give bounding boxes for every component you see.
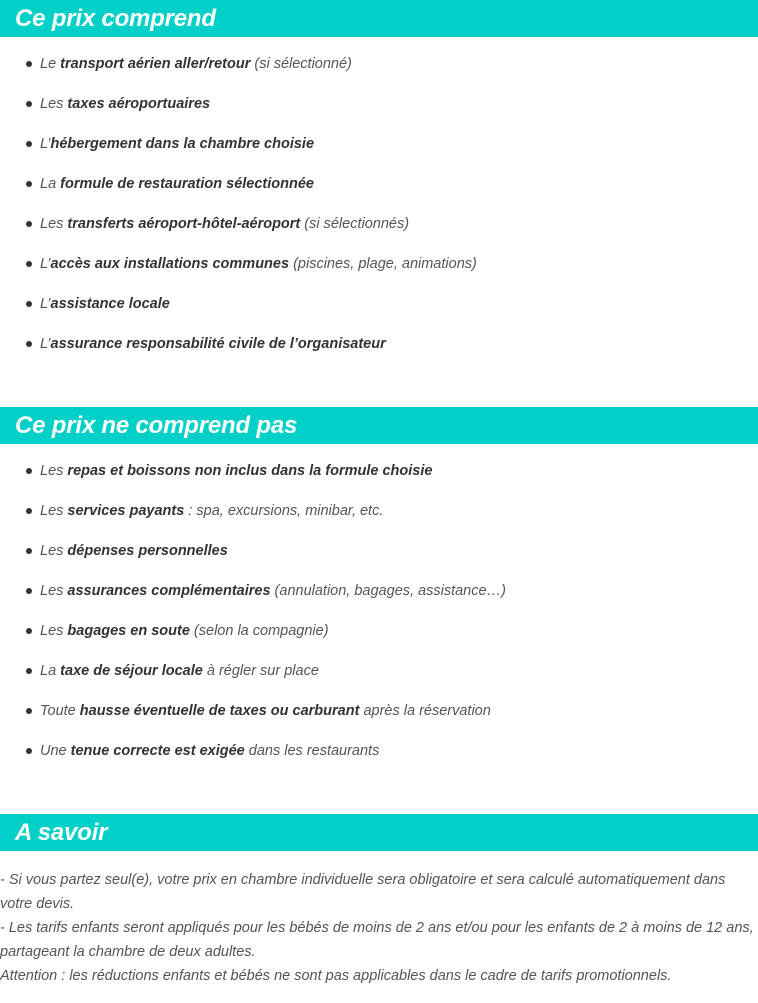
list-item-bold: hébergement dans la chambre choisie bbox=[50, 136, 315, 152]
list-item bbox=[0, 691, 758, 731]
list-item-pre: Les bbox=[40, 216, 68, 232]
notes-header bbox=[0, 814, 758, 851]
list-item bbox=[0, 84, 758, 124]
list-item-bold: formule de restauration sélectionnée bbox=[60, 176, 314, 192]
list-item-bold: repas et boissons non inclus dans la formule choisie bbox=[67, 463, 433, 479]
list-item-pre: L’ bbox=[40, 336, 51, 352]
list-item-bold: services payants bbox=[67, 503, 185, 519]
excluded-section bbox=[0, 407, 758, 771]
list-item bbox=[0, 284, 758, 324]
included-header bbox=[0, 0, 758, 37]
list-item-post: (annulation, bagages, assistance…) bbox=[270, 583, 506, 599]
list-item bbox=[0, 44, 758, 84]
list-item-pre: L’ bbox=[40, 136, 51, 152]
list-item-pre: Les bbox=[40, 543, 68, 559]
list-item bbox=[0, 324, 758, 364]
list-item-pre: L’ bbox=[40, 256, 51, 272]
excluded-list bbox=[0, 444, 758, 771]
list-item-bold: dépenses personnelles bbox=[67, 543, 228, 559]
list-item-bold: hausse éventuelle de taxes ou carburant bbox=[79, 703, 360, 719]
list-item bbox=[0, 164, 758, 204]
list-item-bold: assurances complémentaires bbox=[67, 583, 271, 599]
list-item bbox=[0, 611, 758, 651]
list-item-post: : spa, excursions, minibar, etc. bbox=[184, 503, 384, 519]
list-item-pre: Les bbox=[40, 503, 68, 519]
list-item-bold: assurance responsabilité civile de l’organisateur bbox=[50, 336, 386, 352]
list-item bbox=[0, 244, 758, 284]
notes-text bbox=[0, 851, 758, 988]
list-item-post: (si sélectionné) bbox=[250, 56, 352, 72]
list-item-post: (selon la compagnie) bbox=[189, 623, 329, 639]
list-item-pre: La bbox=[40, 663, 61, 679]
note-line: - Les tarifs enfants seront appliqués pour les bébés de moins de 2 ans et/ou pour les enfants de 2 à moins de 12 ans, partageant la chambre de deux adultes. bbox=[0, 920, 754, 960]
list-item-pre: Une bbox=[40, 743, 71, 759]
list-item-bold: bagages en soute bbox=[67, 623, 190, 639]
list-item-bold: tenue correcte est exigée bbox=[70, 743, 245, 759]
list-item-post: après la réservation bbox=[359, 703, 491, 719]
list-item-post: dans les restaurants bbox=[244, 743, 380, 759]
list-item bbox=[0, 451, 758, 491]
list-item bbox=[0, 571, 758, 611]
list-item-post: à régler sur place bbox=[202, 663, 319, 679]
list-item-pre: L’ bbox=[40, 296, 51, 312]
excluded-header bbox=[0, 407, 758, 444]
list-item-pre: Les bbox=[40, 623, 68, 639]
included-list bbox=[0, 37, 758, 364]
note-line: Attention : les réductions enfants et bébés ne sont pas applicables dans le cadre de tarifs promotionnels. bbox=[0, 968, 672, 984]
list-item-pre: Le bbox=[40, 56, 61, 72]
list-item-bold: accès aux installations communes bbox=[50, 256, 290, 272]
list-item-pre: La bbox=[40, 176, 61, 192]
list-item bbox=[0, 651, 758, 691]
included-section bbox=[0, 0, 758, 364]
list-item bbox=[0, 204, 758, 244]
list-item-pre: Les bbox=[40, 583, 68, 599]
list-item-bold: taxe de séjour locale bbox=[60, 663, 203, 679]
note-line: - Si vous partez seul(e), votre prix en chambre individuelle sera obligatoire et sera calculé automatiquement dans votre devis. bbox=[0, 872, 726, 912]
notes-section bbox=[0, 814, 758, 988]
list-item-post: (si sélectionnés) bbox=[300, 216, 410, 232]
excluded-title: Ce prix ne comprend pas bbox=[15, 411, 298, 439]
list-item bbox=[0, 124, 758, 164]
list-item-bold: taxes aéroportuaires bbox=[67, 96, 211, 112]
list-item-pre: Toute bbox=[40, 703, 80, 719]
included-title: Ce prix comprend bbox=[15, 4, 216, 32]
list-item-pre: Les bbox=[40, 463, 68, 479]
list-item bbox=[0, 491, 758, 531]
list-item-bold: transport aérien aller/retour bbox=[60, 56, 251, 72]
list-item-bold: transferts aéroport-hôtel-aéroport bbox=[67, 216, 301, 232]
list-item-bold: assistance locale bbox=[50, 296, 170, 312]
list-item bbox=[0, 531, 758, 571]
list-item-pre: Les bbox=[40, 96, 68, 112]
notes-title: A savoir bbox=[15, 818, 108, 846]
list-item bbox=[0, 731, 758, 771]
list-item-post: (piscines, plage, animations) bbox=[289, 256, 477, 272]
